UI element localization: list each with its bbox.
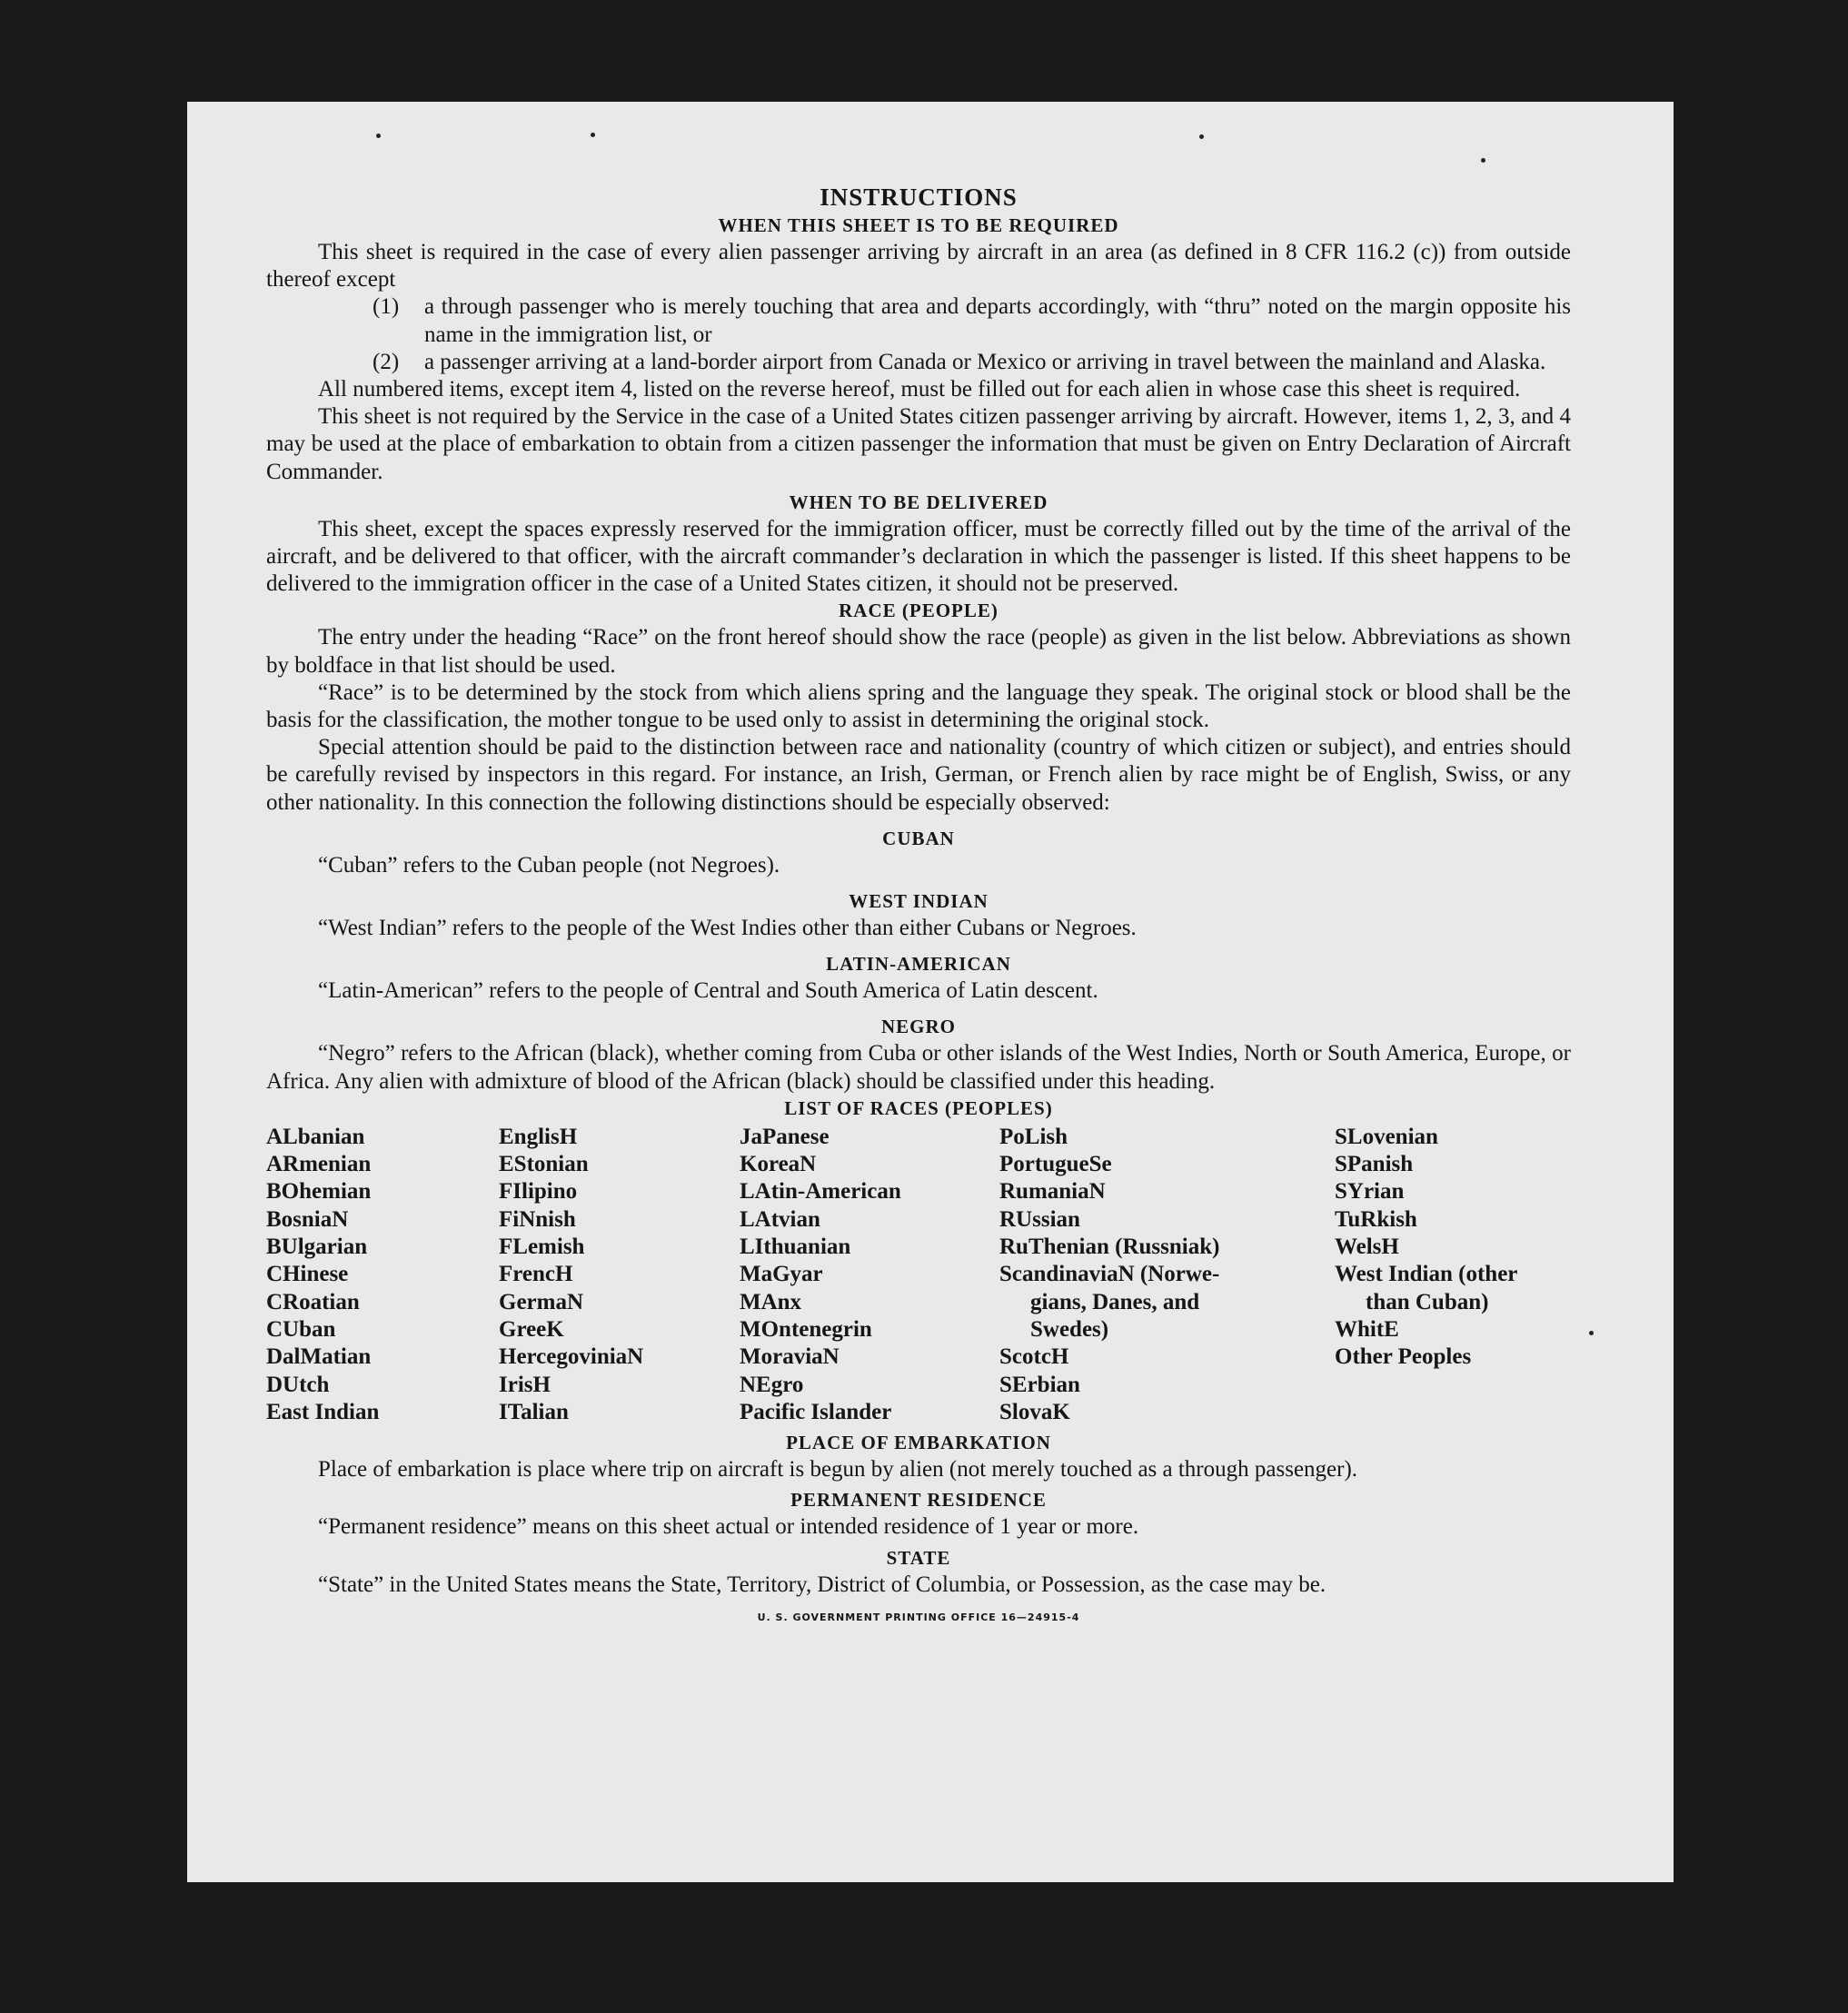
scan-speck bbox=[1589, 1331, 1594, 1335]
race-entry: FiNnish bbox=[499, 1206, 576, 1232]
race-entry-continued: gians, Danes, and bbox=[1030, 1289, 1200, 1314]
heading-required: WHEN THIS SHEET IS TO BE REQUIRED bbox=[718, 214, 1119, 236]
race-entry: WhitE bbox=[1335, 1316, 1399, 1342]
state-text: “State” in the United States means the State, Territory, District of Columbia, or Possession, as the case may be. bbox=[318, 1572, 1326, 1597]
races-column-3 bbox=[740, 1124, 999, 1426]
race-entry: PoLish bbox=[999, 1124, 1068, 1149]
negro-text: “Negro” refers to the African (black), whether coming from Cuba or other islands of the West Indies, North or South America, Europe, or Africa. Any alien with admixture of blood of the African (black) should be classified under this heading. bbox=[266, 1041, 1571, 1094]
scan-speck bbox=[591, 133, 595, 137]
race-entry: GreeK bbox=[499, 1316, 564, 1342]
race-para-2: “Race” is to be determined by the stock from which aliens spring and the language they speak. The original stock or blood shall be the basis for the classification, the mother tongue to be used only to assist in determining the original stock. bbox=[266, 679, 1571, 733]
races-column-4 bbox=[999, 1124, 1335, 1426]
race-para-3: Special attention should be paid to the distinction between race and nationality (country of which citizen or subject), and entries should be carefully revised by inspectors in this regard. For instance, an Irish, German, or French alien by race might be of English, Swiss, or any other nationality. In this connection the following distinctions should be especially observed: bbox=[266, 735, 1571, 815]
page-title: INSTRUCTIONS bbox=[820, 183, 1018, 211]
race-entry: ITalian bbox=[499, 1399, 569, 1424]
race-entry: ScotcH bbox=[999, 1344, 1069, 1370]
race-entry: HercegoviniaN bbox=[499, 1344, 644, 1370]
race-entry: BosniaN bbox=[266, 1206, 349, 1232]
heading-embarkation: PLACE OF EMBARKATION bbox=[786, 1432, 1051, 1454]
exception-text: a through passenger who is merely touching that area and departs accordingly, with “thru” noted on the margin opposite his name in the immigration list, or bbox=[424, 294, 1571, 347]
race-entry: JaPanese bbox=[740, 1124, 830, 1149]
race-entry: SYrian bbox=[1335, 1179, 1405, 1205]
race-entry-continued: than Cuban) bbox=[1366, 1289, 1489, 1314]
races-list bbox=[266, 1124, 1571, 1426]
required-para-items: All numbered items, except item 4, listed on the reverse hereof, must be filled out for each alien in whose case this sheet is required. bbox=[318, 377, 1521, 402]
race-entry: EStonian bbox=[499, 1152, 589, 1177]
scan-speck bbox=[1199, 134, 1204, 139]
cuban-text: “Cuban” refers to the Cuban people (not Negroes). bbox=[318, 852, 780, 878]
exception-text: a passenger arriving at a land-border airport from Canada or Mexico or arriving in travel between the mainland and Alaska. bbox=[424, 349, 1546, 374]
race-entry: KoreaN bbox=[740, 1152, 817, 1177]
race-entry: Other Peoples bbox=[1335, 1344, 1472, 1370]
race-entry: MoraviaN bbox=[740, 1344, 840, 1370]
exception-item-1 bbox=[373, 293, 1571, 348]
required-intro: This sheet is required in the case of every alien passenger arriving by aircraft in an area (as defined in 8 CFR 116.2 (c)) from outside thereof except bbox=[266, 240, 1571, 293]
race-entry: MOntenegrin bbox=[740, 1316, 872, 1342]
scan-speck bbox=[376, 134, 381, 138]
heading-delivered: WHEN TO BE DELIVERED bbox=[789, 491, 1048, 513]
race-entry: NEgro bbox=[740, 1372, 804, 1397]
race-entry: CHinese bbox=[266, 1262, 349, 1287]
race-entry: RUssian bbox=[999, 1206, 1080, 1232]
race-entry: MaGyar bbox=[740, 1262, 823, 1287]
heading-permanent-residence: PERMANENT RESIDENCE bbox=[790, 1489, 1047, 1512]
heading-cuban: CUBAN bbox=[882, 827, 955, 849]
heading-list-of-races: LIST OF RACES (PEOPLES) bbox=[784, 1096, 1053, 1119]
exception-item-2 bbox=[373, 349, 1571, 376]
race-entry: LAtvian bbox=[740, 1206, 820, 1232]
west-indian-text: “West Indian” refers to the people of the West Indies other than either Cubans or Negroes. bbox=[318, 916, 1137, 941]
race-entry: BUlgarian bbox=[266, 1235, 368, 1260]
race-entry: IrisH bbox=[499, 1372, 551, 1397]
race-entry: DUtch bbox=[266, 1372, 330, 1397]
race-entry: SPanish bbox=[1335, 1152, 1414, 1177]
race-entry: CUban bbox=[266, 1316, 336, 1342]
latin-american-text: “Latin-American” refers to the people of Central and South America of Latin descent. bbox=[318, 978, 1098, 1004]
permanent-residence-text: “Permanent residence” means on this sheet actual or intended residence of 1 year or more. bbox=[318, 1514, 1139, 1540]
race-entry: MAnx bbox=[740, 1289, 802, 1314]
race-entry: BOhemian bbox=[266, 1179, 372, 1205]
race-entry: TuRkish bbox=[1335, 1206, 1417, 1232]
race-entry: RumaniaN bbox=[999, 1179, 1106, 1205]
race-entry: SErbian bbox=[999, 1372, 1080, 1397]
heading-west-indian: WEST INDIAN bbox=[849, 890, 989, 913]
exception-number: (1) bbox=[373, 294, 400, 320]
delivered-text: This sheet, except the spaces expressly reserved for the immigration officer, must be correctly filled out by the time of the arrival of the aircraft, and be delivered to that officer, with the aircraft commander’s declaration in which the passenger is listed. If this sheet happens to be delivered to the immigration officer in the case of a United States citizen, it should not be preserved. bbox=[266, 516, 1571, 597]
heading-state: STATE bbox=[886, 1546, 951, 1569]
race-entry: DalMatian bbox=[266, 1344, 372, 1370]
race-entry: FIlipino bbox=[499, 1179, 578, 1205]
races-column-1 bbox=[266, 1124, 499, 1426]
race-entry: ScandinaviaN (Norwe- bbox=[999, 1262, 1220, 1287]
document-page bbox=[187, 102, 1674, 1882]
instructions-content bbox=[266, 182, 1571, 1623]
race-entry: CRoatian bbox=[266, 1289, 360, 1314]
race-entry: GermaN bbox=[499, 1289, 584, 1314]
race-entry: SLovenian bbox=[1335, 1124, 1438, 1149]
races-column-2 bbox=[499, 1124, 740, 1426]
race-entry: PortugueSe bbox=[999, 1152, 1112, 1177]
race-entry: LAtin-American bbox=[740, 1179, 901, 1205]
heading-negro: NEGRO bbox=[880, 1016, 956, 1038]
heading-race: RACE (PEOPLE) bbox=[839, 600, 999, 622]
race-entry: FrencH bbox=[499, 1262, 573, 1287]
race-entry: RuThenian (Russniak) bbox=[999, 1235, 1220, 1260]
race-entry: East Indian bbox=[266, 1399, 380, 1424]
race-entry: LIthuanian bbox=[740, 1235, 851, 1260]
race-entry: EnglisH bbox=[499, 1124, 578, 1149]
race-entry-continued: Swedes) bbox=[1030, 1316, 1109, 1342]
required-para-citizen: This sheet is not required by the Service in the case of a United States citizen passenger arriving by aircraft. However, items 1, 2, 3, and 4 may be used at the place of embarkation to obtain from a citizen passenger the information that must be given on Entry Declaration of Aircraft Commander. bbox=[266, 404, 1571, 484]
race-entry: Pacific Islander bbox=[740, 1399, 892, 1424]
race-entry: ALbanian bbox=[266, 1124, 365, 1149]
race-entry: West Indian (other bbox=[1335, 1262, 1518, 1287]
race-entry: FLemish bbox=[499, 1235, 585, 1260]
race-entry: SlovaK bbox=[999, 1399, 1070, 1424]
race-para-1: The entry under the heading “Race” on the front hereof should show the race (people) as given in the list below. Abbreviations as shown by boldface in that list should be used. bbox=[266, 625, 1571, 678]
embarkation-text: Place of embarkation is place where trip on aircraft is begun by alien (not merely touched as a through passenger). bbox=[318, 1457, 1358, 1482]
heading-latin-american: LATIN-AMERICAN bbox=[826, 953, 1011, 976]
printing-office-footer: U. S. GOVERNMENT PRINTING OFFICE 16—24915-4 bbox=[757, 1611, 1080, 1623]
scan-speck bbox=[1481, 158, 1485, 163]
races-column-5 bbox=[1335, 1124, 1571, 1426]
race-entry: ARmenian bbox=[266, 1152, 372, 1177]
race-entry: WelsH bbox=[1335, 1235, 1399, 1260]
exception-number: (2) bbox=[373, 349, 400, 374]
